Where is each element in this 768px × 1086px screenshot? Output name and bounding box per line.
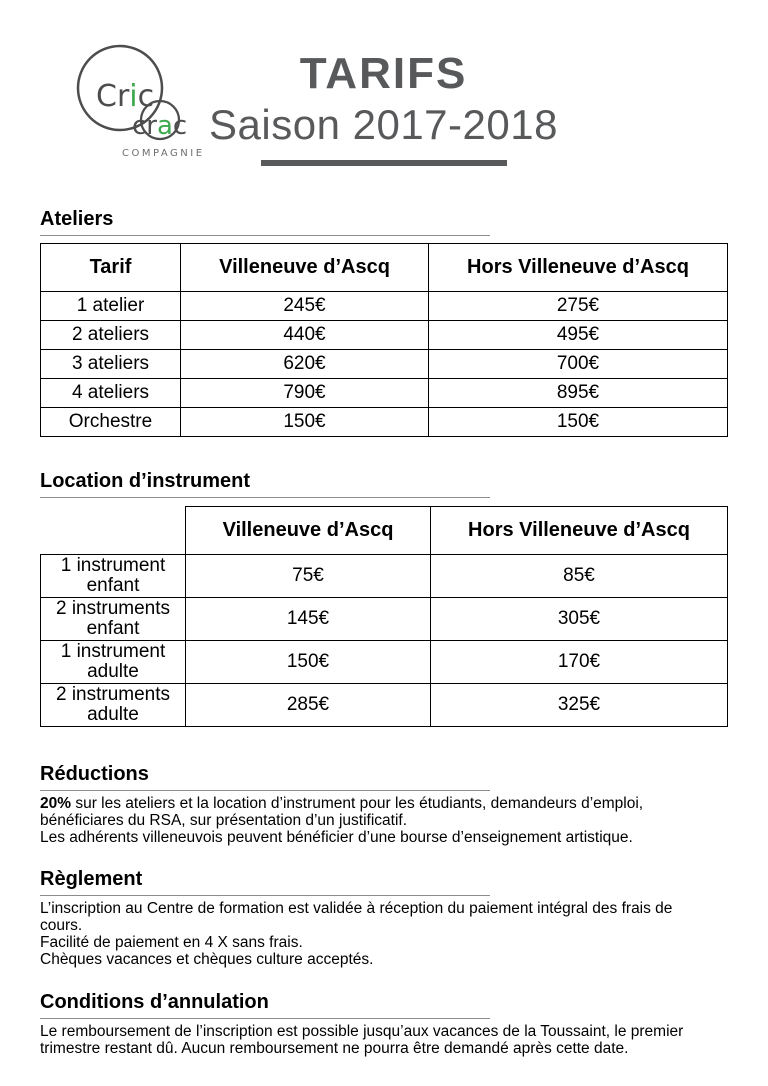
column-header-hors-villeneuve: Hors Villeneuve d’Ascq: [431, 507, 728, 555]
row-label: 2 instruments enfant: [41, 598, 186, 641]
paragraph-line: Facilité de paiement en 4 X sans frais.: [40, 934, 303, 951]
reglement-paragraph: [40, 900, 727, 968]
row-label: 3 ateliers: [41, 350, 181, 379]
price-cell: 170€: [431, 641, 728, 684]
row-label: 1 instrument enfant: [41, 555, 186, 598]
price-cell: 325€: [431, 684, 728, 727]
row-label: 2 instruments adulte: [41, 684, 186, 727]
section-reglement: [40, 866, 727, 968]
section-title-reductions: Réductions: [40, 761, 490, 791]
bold-20-percent: 20%: [40, 795, 72, 812]
price-cell: 790€: [181, 379, 429, 408]
paragraph-line: trimestre restant dû. Aucun remboursement ne pourra être demandé après cette date.: [40, 1040, 629, 1057]
cric-crac-logo: [66, 32, 222, 160]
section-reductions: [40, 761, 727, 846]
paragraph-line: Les adhérents villeneuvois peuvent bénéficier d’une bourse d’enseignement artistique.: [40, 829, 633, 846]
table-row: [41, 408, 728, 437]
row-label: Orchestre: [41, 408, 181, 437]
section-title-ateliers: Ateliers: [40, 206, 490, 236]
paragraph-line: cours.: [40, 917, 83, 934]
paragraph-line: 20% sur les ateliers et la location d’instrument pour les étudiants, demandeurs d’emploi,: [40, 795, 644, 812]
location-table: [40, 506, 728, 727]
column-header-villeneuve: Villeneuve d’Ascq: [186, 507, 431, 555]
row-label: 1 atelier: [41, 292, 181, 321]
price-cell: 285€: [186, 684, 431, 727]
section-location-instrument: [40, 468, 727, 727]
document-header: [40, 0, 727, 200]
price-cell: 150€: [429, 408, 728, 437]
row-label: 1 instrument adulte: [41, 641, 186, 684]
column-header-hors-villeneuve: Hors Villeneuve d’Ascq: [429, 244, 728, 292]
table-row: [41, 321, 728, 350]
logo-text-compagnie: COMPAGNIE: [122, 148, 205, 159]
empty-header-cell: [41, 507, 186, 555]
price-cell: 620€: [181, 350, 429, 379]
price-cell: 305€: [431, 598, 728, 641]
price-cell: 495€: [429, 321, 728, 350]
table-row: [41, 350, 728, 379]
table-row: [41, 598, 728, 641]
page-subtitle: Saison 2017-2018: [209, 101, 558, 148]
price-cell: 895€: [429, 379, 728, 408]
column-header-villeneuve: Villeneuve d’Ascq: [181, 244, 429, 292]
table-row: [41, 555, 728, 598]
column-header-tarif: Tarif: [41, 244, 181, 292]
price-cell: 150€: [186, 641, 431, 684]
section-title-reglement: Règlement: [40, 866, 490, 896]
paragraph-line: Chèques vacances et chèques culture acceptés.: [40, 951, 374, 968]
ateliers-table: [40, 243, 728, 437]
table-header-row: [41, 507, 728, 555]
row-label: 4 ateliers: [41, 379, 181, 408]
table-row: [41, 641, 728, 684]
paragraph-line: L’inscription au Centre de formation est validée à réception du paiement intégral des frais de: [40, 900, 673, 917]
page-title: TARIFS: [299, 49, 468, 98]
price-cell: 700€: [429, 350, 728, 379]
paragraph-line: bénéficiares du RSA, sur présentation d’un justificatif.: [40, 812, 408, 829]
table-row: [41, 292, 728, 321]
paragraph-line: Le remboursement de l’inscription est possible jusqu’aux vacances de la Toussaint, le premier: [40, 1023, 684, 1040]
table-header-row: [41, 244, 728, 292]
row-label: 2 ateliers: [41, 321, 181, 350]
title-underline-bar: [261, 160, 507, 166]
price-cell: 150€: [181, 408, 429, 437]
price-cell: 145€: [186, 598, 431, 641]
section-conditions-annulation: [40, 989, 727, 1057]
section-title-annulation: Conditions d’annulation: [40, 989, 490, 1019]
table-row: [41, 379, 728, 408]
price-cell: 75€: [186, 555, 431, 598]
price-cell: 245€: [181, 292, 429, 321]
section-title-location: Location d’instrument: [40, 468, 490, 498]
price-cell: 440€: [181, 321, 429, 350]
annulation-paragraph: [40, 1023, 727, 1057]
logo-text-crac: crac: [132, 111, 188, 141]
price-cell: 85€: [431, 555, 728, 598]
price-cell: 275€: [429, 292, 728, 321]
logo-text-cric: Cric: [96, 79, 155, 114]
reductions-paragraph: [40, 795, 727, 846]
section-ateliers: [40, 206, 727, 437]
table-row: [41, 684, 728, 727]
